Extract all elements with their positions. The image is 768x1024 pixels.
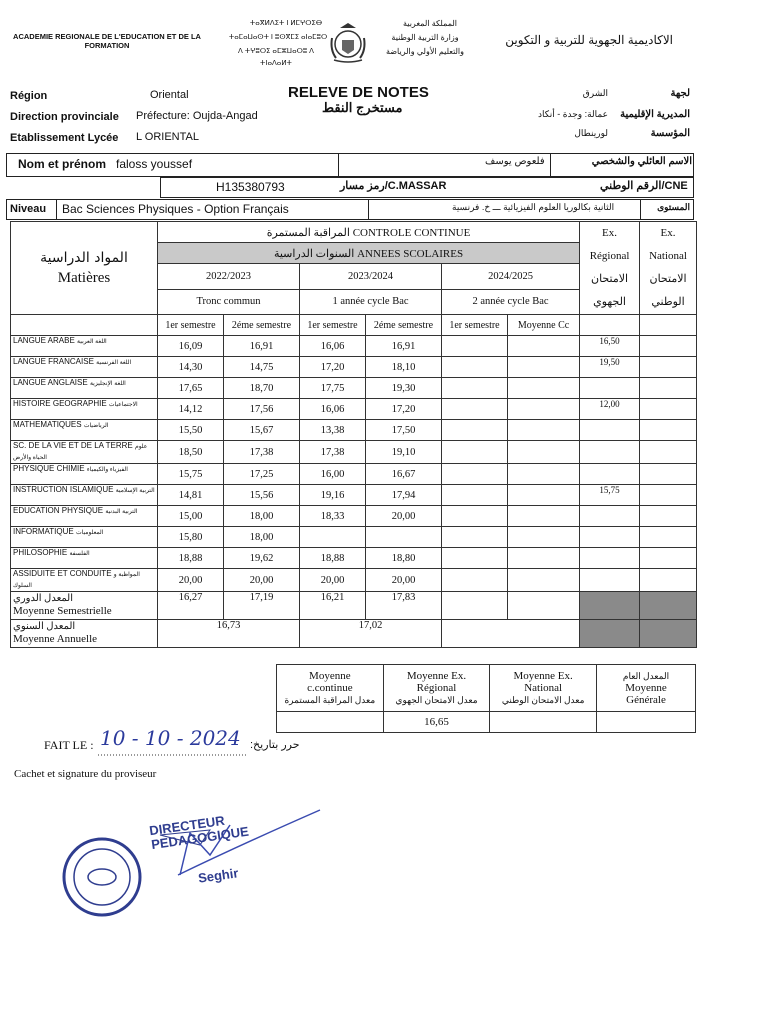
grade-cell: 14,30 (158, 357, 224, 378)
grade-cell: 17,94 (366, 485, 442, 506)
grade-cell: 17,56 (224, 399, 300, 420)
grade-cell: 14,81 (158, 485, 224, 506)
grade-cell (442, 399, 508, 420)
table-row (11, 464, 697, 485)
table-row (11, 378, 697, 399)
grade-cell: 18,00 (224, 527, 300, 548)
grade-cell (640, 399, 697, 420)
moyenne-annuelle-label: المعدل السنوي Moyenne Annuelle (11, 620, 158, 648)
grade-cell: 12,00 (580, 399, 640, 420)
moyenne-semestrielle-label: المعدل الدوري Moyenne Semestrielle (11, 592, 158, 620)
grade-cell: 17,25 (224, 464, 300, 485)
grade-cell (442, 527, 508, 548)
grade-cell (442, 485, 508, 506)
subject-name: ASSIDUITE ET CONDUITE المواظبة و السلوك (11, 569, 158, 592)
grade-cell (580, 420, 640, 441)
direction-label: Direction provinciale (10, 111, 119, 123)
grade-cell: 17,65 (158, 378, 224, 399)
subject-name: EDUCATION PHYSIQUE التربية البدنية (11, 506, 158, 527)
grade-cell (442, 378, 508, 399)
grade-cell: 20,00 (366, 506, 442, 527)
cycle-header: Tronc commun (158, 289, 300, 314)
grade-cell: 16,91 (366, 336, 442, 357)
subject-name: PHYSIQUE CHIMIE الفيزياء والكيمياء (11, 464, 158, 485)
grade-cell: 20,00 (158, 569, 224, 592)
grade-cell: 18,00 (224, 506, 300, 527)
tifinagh-line-3: ⴷ ⵜⵖⵓⵔⵉ ⴰⵎⵣⵡⴰⵔⵓ ⴷ ⵜⵏⴰⴷⴰⵍⵜ (238, 48, 314, 67)
grade-cell: 17,20 (300, 357, 366, 378)
grade-cell: 15,75 (580, 485, 640, 506)
grade-cell (580, 441, 640, 464)
grade-cell (640, 485, 697, 506)
grade-cell (640, 336, 697, 357)
niveau-ar-label: المستوى (657, 202, 690, 212)
grade-cell (442, 336, 508, 357)
region-ar-label: لجهة (670, 88, 690, 99)
subject-name: SC. DE LA VIE ET DE LA TERRE علوم الحياة والأرض (11, 441, 158, 464)
table-row (11, 399, 697, 420)
grade-cell (580, 378, 640, 399)
table-row (11, 357, 697, 378)
grade-cell (640, 569, 697, 592)
semester-header: 1er semestre (442, 315, 508, 336)
grade-cell: 16,91 (224, 336, 300, 357)
page-title-ar: مستخرج النقط (322, 100, 403, 115)
year-header: 2022/2023 (158, 264, 300, 289)
summary-table (276, 664, 696, 733)
direction-value: Préfecture: Oujda-Angad (136, 110, 258, 122)
grade-cell (640, 506, 697, 527)
name-label: Nom et prénom (18, 157, 107, 171)
fait-le-label: FAIT LE : (44, 738, 94, 752)
semester-header: 1er semestre (158, 315, 224, 336)
grade-cell: 20,00 (224, 569, 300, 592)
grade-cell: 17,50 (366, 420, 442, 441)
grade-cell (442, 464, 508, 485)
year-header: 2023/2024 (300, 264, 442, 289)
moyenne-semestrielle-value: 16,27 (158, 592, 224, 620)
cycle-header: 1 année cycle Bac (300, 289, 442, 314)
grade-cell (640, 548, 697, 569)
grade-cell (640, 441, 697, 464)
grade-cell (508, 399, 580, 420)
grade-cell: 14,75 (224, 357, 300, 378)
grade-cell (508, 485, 580, 506)
grade-cell (508, 548, 580, 569)
grade-cell (580, 548, 640, 569)
grade-cell: 18,80 (366, 548, 442, 569)
etablissement-value: L ORIENTAL (136, 131, 199, 143)
tifinagh-line-2: ⵜⴰⵎⴰⵡⴰⵙⵜ ⵏ ⵓⵙⴳⵎⵉ ⴰⵏⴰⵎⵓⵔ (228, 34, 328, 41)
cne-label: الرقم الوطني/CNE (600, 180, 688, 192)
cycle-header: 2 année cycle Bac (442, 289, 580, 314)
moyenne-semestrielle-value: 17,19 (224, 592, 300, 620)
grade-cell: 16,09 (158, 336, 224, 357)
academie-fr: ACADEMIE REGIONALE DE L'EDUCATION ET DE LA FORMATION (13, 32, 201, 50)
grade-cell: 16,06 (300, 336, 366, 357)
grade-cell: 14,12 (158, 399, 224, 420)
name-ar-label: الاسم العائلي والشخصي (591, 156, 692, 167)
grade-cell (640, 420, 697, 441)
grade-cell: 17,38 (224, 441, 300, 464)
semester-header: Moyenne Cc (508, 315, 580, 336)
moyenne-semestrielle-value: 16,21 (300, 592, 366, 620)
grade-cell: 16,50 (580, 336, 640, 357)
grade-cell (442, 441, 508, 464)
page-title: RELEVE DE NOTES (288, 84, 429, 101)
grade-cell: 15,67 (224, 420, 300, 441)
grade-cell: 15,50 (158, 420, 224, 441)
subject-name: PHILOSOPHIE الفلسفة (11, 548, 158, 569)
table-row (11, 506, 697, 527)
grade-cell (508, 357, 580, 378)
summary-national-header: Moyenne Ex. National معدل الامتحان الوطني (490, 665, 597, 712)
direction-ar-value: عمالة: وجدة - أنكاد (538, 109, 608, 119)
grade-cell: 19,16 (300, 485, 366, 506)
grade-cell: 16,06 (300, 399, 366, 420)
subject-name: LANGUE ARABE اللغة العربية (11, 336, 158, 357)
grade-cell (640, 357, 697, 378)
semester-header: 2éme semestre (366, 315, 442, 336)
stamp-name: Seghir (197, 865, 240, 886)
grade-cell (442, 420, 508, 441)
subject-name: HISTOIRE GEOGRAPHIE الاجتماعيات (11, 399, 158, 420)
grade-cell: 18,33 (300, 506, 366, 527)
grade-cell: 17,20 (366, 399, 442, 420)
year-header: 2024/2025 (442, 264, 580, 289)
subject-name: LANGUE ANGLAISE اللغة الإنجليزية (11, 378, 158, 399)
summary-regional-header: Moyenne Ex. Régional معدل الامتحان الجهوي (383, 665, 490, 712)
grade-cell: 15,00 (158, 506, 224, 527)
region-label: Région (10, 90, 48, 102)
grade-cell: 19,62 (224, 548, 300, 569)
subject-name: INFORMATIQUE المعلوميات (11, 527, 158, 548)
grade-cell (442, 548, 508, 569)
annees-scolaires-header: السنوات الدراسية ANNEES SCOLAIRES (158, 243, 580, 264)
grade-cell (508, 441, 580, 464)
grade-cell: 19,50 (580, 357, 640, 378)
grade-cell (580, 527, 640, 548)
grade-cell: 18,70 (224, 378, 300, 399)
student-name-ar: فلعوص يوسف (485, 156, 545, 167)
direction-ar-label: المديرية الإقليمية (620, 109, 690, 120)
handwritten-date: 10 - 10 - 2024 (100, 726, 241, 750)
ex-regional-header: Ex. Régional الامتحان الجهوي (580, 222, 640, 315)
table-row (11, 485, 697, 506)
region-value: Oriental (150, 89, 189, 101)
kingdom-ar: المملكة المغربية (403, 19, 457, 28)
etablissement-label: Etablissement Lycée (10, 132, 119, 144)
table-row (11, 441, 697, 464)
table-row (11, 420, 697, 441)
ex-national-header: Ex. National الامتحان الوطني (640, 222, 697, 315)
tifinagh-line-1: ⵜⴰⴳⵍⴷⵉⵜ ⵏ ⵍⵎⵖⵔⵉⴱ (249, 20, 323, 27)
semester-header: 1er semestre (300, 315, 366, 336)
grade-cell (580, 506, 640, 527)
grade-cell: 18,88 (158, 548, 224, 569)
matieres-header: المواد الدراسية Matières (11, 222, 158, 315)
ministry-ar-2: والتعليم الأولي والرياضة (385, 47, 465, 56)
grade-cell (640, 527, 697, 548)
grade-cell: 20,00 (366, 569, 442, 592)
grade-cell (508, 336, 580, 357)
moyenne-semestrielle-value: 17,83 (366, 592, 442, 620)
summary-generale-header: المعدل العام Moyenne Générale (597, 665, 696, 712)
grade-cell: 18,10 (366, 357, 442, 378)
grade-cell: 19,10 (366, 441, 442, 464)
region-ar-value: الشرق (582, 88, 608, 98)
grade-cell (442, 506, 508, 527)
grade-cell (508, 569, 580, 592)
fait-ar-label: حرر بتاريخ: (250, 739, 300, 751)
grade-cell (300, 527, 366, 548)
student-name: faloss youssef (116, 157, 193, 171)
grade-cell: 13,38 (300, 420, 366, 441)
table-row (11, 527, 697, 548)
grade-cell (508, 378, 580, 399)
grade-cell: 15,75 (158, 464, 224, 485)
moyenne-annuelle-value: 17,02 (300, 620, 442, 648)
controle-continue-header: المراقبة المستمرة CONTROLE CONTINUE (158, 222, 580, 243)
grades-table (10, 221, 697, 648)
massar-value: H135380793 (216, 180, 285, 194)
moyenne-annuelle-value: 16,73 (158, 620, 300, 648)
grade-cell: 17,75 (300, 378, 366, 399)
subject-name: LANGUE FRANCAISE اللغة الفرنسية (11, 357, 158, 378)
niveau-label: Niveau (10, 203, 47, 215)
table-row (11, 569, 697, 592)
cachet-label: Cachet et signature du proviseur (14, 768, 157, 780)
summary-cc-value (277, 712, 384, 733)
grade-cell (580, 569, 640, 592)
grade-cell: 18,50 (158, 441, 224, 464)
grade-cell (580, 464, 640, 485)
etablissement-ar-label: المؤسسة (650, 128, 690, 139)
grade-cell: 16,00 (300, 464, 366, 485)
grade-cell: 20,00 (300, 569, 366, 592)
date-dotted-line (98, 750, 248, 760)
grade-cell (640, 464, 697, 485)
grade-cell (442, 569, 508, 592)
subject-name: MATHEMATIQUES الرياضيات (11, 420, 158, 441)
stamp-text: DIRECTEUR PEDAGOGIQUE (148, 812, 250, 853)
grade-cell (508, 527, 580, 548)
grade-cell (508, 464, 580, 485)
summary-regional-value: 16,65 (383, 712, 490, 733)
subject-name: INSTRUCTION ISLAMIQUE التربية الإسلامية (11, 485, 158, 506)
grade-cell: 15,80 (158, 527, 224, 548)
grade-cell (640, 378, 697, 399)
grade-cell (508, 506, 580, 527)
table-row (11, 548, 697, 569)
summary-national-value (490, 712, 597, 733)
summary-generale-value (597, 712, 696, 733)
grade-cell: 19,30 (366, 378, 442, 399)
grade-cell (508, 420, 580, 441)
grade-cell: 15,56 (224, 485, 300, 506)
massar-label: رمز مسار/C.MASSAR (340, 180, 447, 192)
niveau-value: Bac Sciences Physiques - Option Français (62, 202, 289, 216)
summary-cc-header: Moyenne c.continue معدل المراقبة المستمرة (277, 665, 384, 712)
ministry-ar-1: وزارة التربية الوطنية (391, 33, 459, 42)
grade-cell (442, 357, 508, 378)
grade-cell: 16,67 (366, 464, 442, 485)
kingdom-emblem-icon (326, 20, 370, 64)
academie-ar: الاكاديمية الجهوية للتربية و التكوين (505, 33, 673, 47)
grade-cell: 18,88 (300, 548, 366, 569)
grade-cell: 17,38 (300, 441, 366, 464)
grade-cell (366, 527, 442, 548)
semester-header: 2éme semestre (224, 315, 300, 336)
niveau-ar-value: الثانية بكالوريا العلوم الفيزيائية ـــ خ. فرنسية (452, 202, 615, 212)
etablissement-ar-value: لورينطال (574, 128, 608, 138)
table-row (11, 336, 697, 357)
